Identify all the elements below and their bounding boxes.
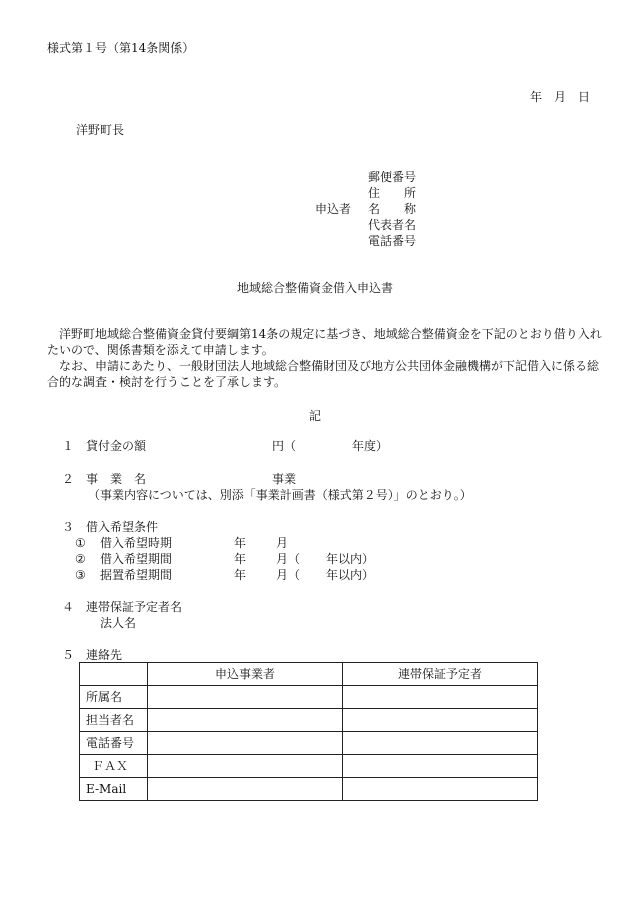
item3-year: 年 [234,568,247,582]
ki-heading: 記 [308,409,321,423]
row-label-phone: 電話番号 [80,732,148,755]
phone-label: 電話番号 [368,234,417,248]
header-blank [80,663,148,686]
section4-sub: 法人名 [100,616,137,630]
guarantor-email-cell[interactable] [343,778,538,801]
item2-label: 借入希望期間 [100,552,173,566]
section4-label: 連帯保証予定者名 [86,600,183,614]
item3-mark: ③ [75,568,86,582]
table-row [80,709,538,732]
section2-num: ２ [62,472,75,486]
body-paragraph-1: 洋野町地域総合整備資金貸付要綱第14条の規定に基づき、地域総合整備資金を下記のとおり借り入れたいので、関係書類を添えて申請します。 [47,327,602,357]
guarantor-phone-cell[interactable] [343,732,538,755]
item2-mark: ② [75,552,86,566]
section2-suffix: 事業 [272,472,297,486]
item3-extra: 年以内） [326,568,375,582]
guarantor-contact-cell[interactable] [343,709,538,732]
applicant-fields [368,171,416,251]
section1-label: 貸付金の額 [86,439,147,453]
table-row [80,686,538,709]
form-number: 様式第１号（第14条関係） [47,41,195,55]
postal-code-label: 郵便番号 [368,170,417,184]
applicant-phone-cell[interactable] [148,732,343,755]
section4-num: ４ [62,600,75,614]
contact-table-header [80,663,538,686]
item1-mark: ① [75,536,86,550]
name-label: 名 称 [368,202,417,216]
applicant-label: 申込者 [315,202,352,216]
body-text [47,326,607,390]
representative-label: 代表者名 [368,218,417,232]
item3-label: 据置希望期間 [100,568,173,582]
item2-year: 年 [234,552,247,566]
section3-label: 借入希望条件 [86,520,159,534]
section3-num: ３ [62,520,75,534]
row-label-fax: ＦＡＸ [80,755,148,778]
item1-label: 借入希望時期 [100,536,173,550]
section5-num: ５ [62,648,75,662]
header-applicant: 申込事業者 [148,663,343,686]
table-row [80,755,538,778]
body-paragraph-2: なお、申請にあたり、一般財団法人地域総合整備財団及び地方公共団体金融機構が下記借入に係る総合的な調査・検討を行うことを了承します。 [47,359,600,389]
section5-label: 連絡先 [86,648,123,662]
applicant-department-cell[interactable] [148,686,343,709]
guarantor-fax-cell[interactable] [343,755,538,778]
address-label: 住 所 [368,186,417,200]
table-row [80,778,538,801]
section2-label: 事 業 名 [86,472,147,486]
contact-table [79,662,538,801]
date-line: 年 月 日 [530,90,591,104]
document-title: 地域総合整備資金借入申込書 [236,281,393,295]
section1-fiscal: 年度） [352,439,389,453]
applicant-contact-cell[interactable] [148,709,343,732]
row-label-department: 所属名 [80,686,148,709]
applicant-email-cell[interactable] [148,778,343,801]
item2-month: 月（ [276,552,301,566]
item3-month: 月（ [276,568,301,582]
item1-month: 月 [276,536,289,550]
applicant-fax-cell[interactable] [148,755,343,778]
header-guarantor: 連帯保証予定者 [343,663,538,686]
item2-extra: 年以内） [326,552,375,566]
table-row [80,732,538,755]
addressee: 洋野町長 [76,123,125,137]
section1-yen: 円（ [272,439,297,453]
section1-num: １ [62,439,75,453]
guarantor-department-cell[interactable] [343,686,538,709]
section2-note: （事業内容については、別添「事業計画書（様式第２号）」のとおり。） [88,488,472,502]
row-label-contact-person: 担当者名 [80,709,148,732]
row-label-email: E-Mail [80,778,148,801]
item1-year: 年 [234,536,247,550]
